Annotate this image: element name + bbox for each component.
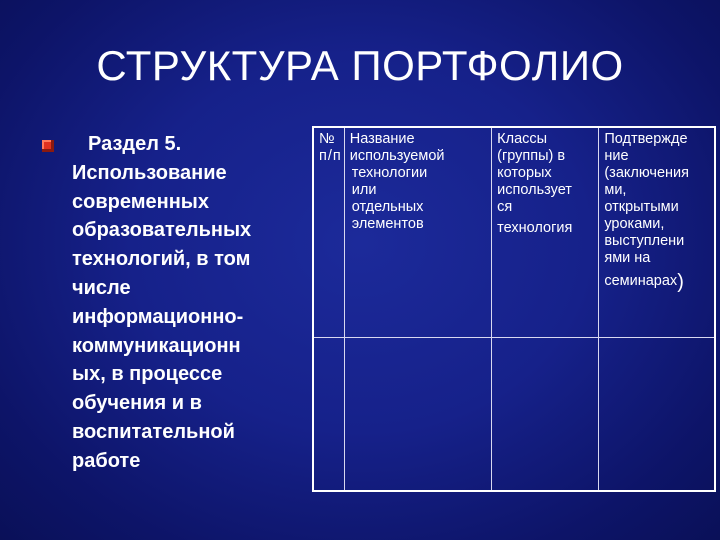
header-cell-technology-name: Название используемой технологии или отдельных элементов <box>344 127 491 337</box>
table-row-empty <box>313 337 715 491</box>
table-cell <box>599 337 715 491</box>
section-description <box>72 130 302 476</box>
section-line: технологий, в том <box>72 248 251 271</box>
header-cell-confirmation: Подтвержде ние (заключения ми, открытыми уроками, выступлени ями на семинарах) <box>599 127 715 337</box>
section-line: образовательных <box>72 219 252 242</box>
section-line: обучения и в <box>72 392 202 415</box>
portfolio-table <box>312 126 716 492</box>
section-line: работе <box>72 449 141 472</box>
section-line: информационно- <box>72 305 244 328</box>
slide-title: СТРУКТУРА ПОРТФОЛИО <box>96 42 624 89</box>
table-cell <box>492 337 599 491</box>
section-line: ых, в процессе <box>72 363 223 386</box>
section-line: Использование <box>72 161 227 184</box>
header-cell-classes: Классы (группы) в которых использует ся технология <box>492 127 599 337</box>
table-cell <box>344 337 491 491</box>
bullet-square-icon <box>42 140 54 152</box>
table-cell <box>313 337 344 491</box>
header-cell-number: № п/п <box>313 127 344 337</box>
table-header-row <box>313 127 715 337</box>
section-line: числе <box>72 276 131 299</box>
section-line: современных <box>72 190 209 213</box>
section-line: воспитательной <box>72 420 235 443</box>
section-line: коммуникационн <box>72 334 241 357</box>
section-line: Раздел 5. <box>88 133 182 155</box>
